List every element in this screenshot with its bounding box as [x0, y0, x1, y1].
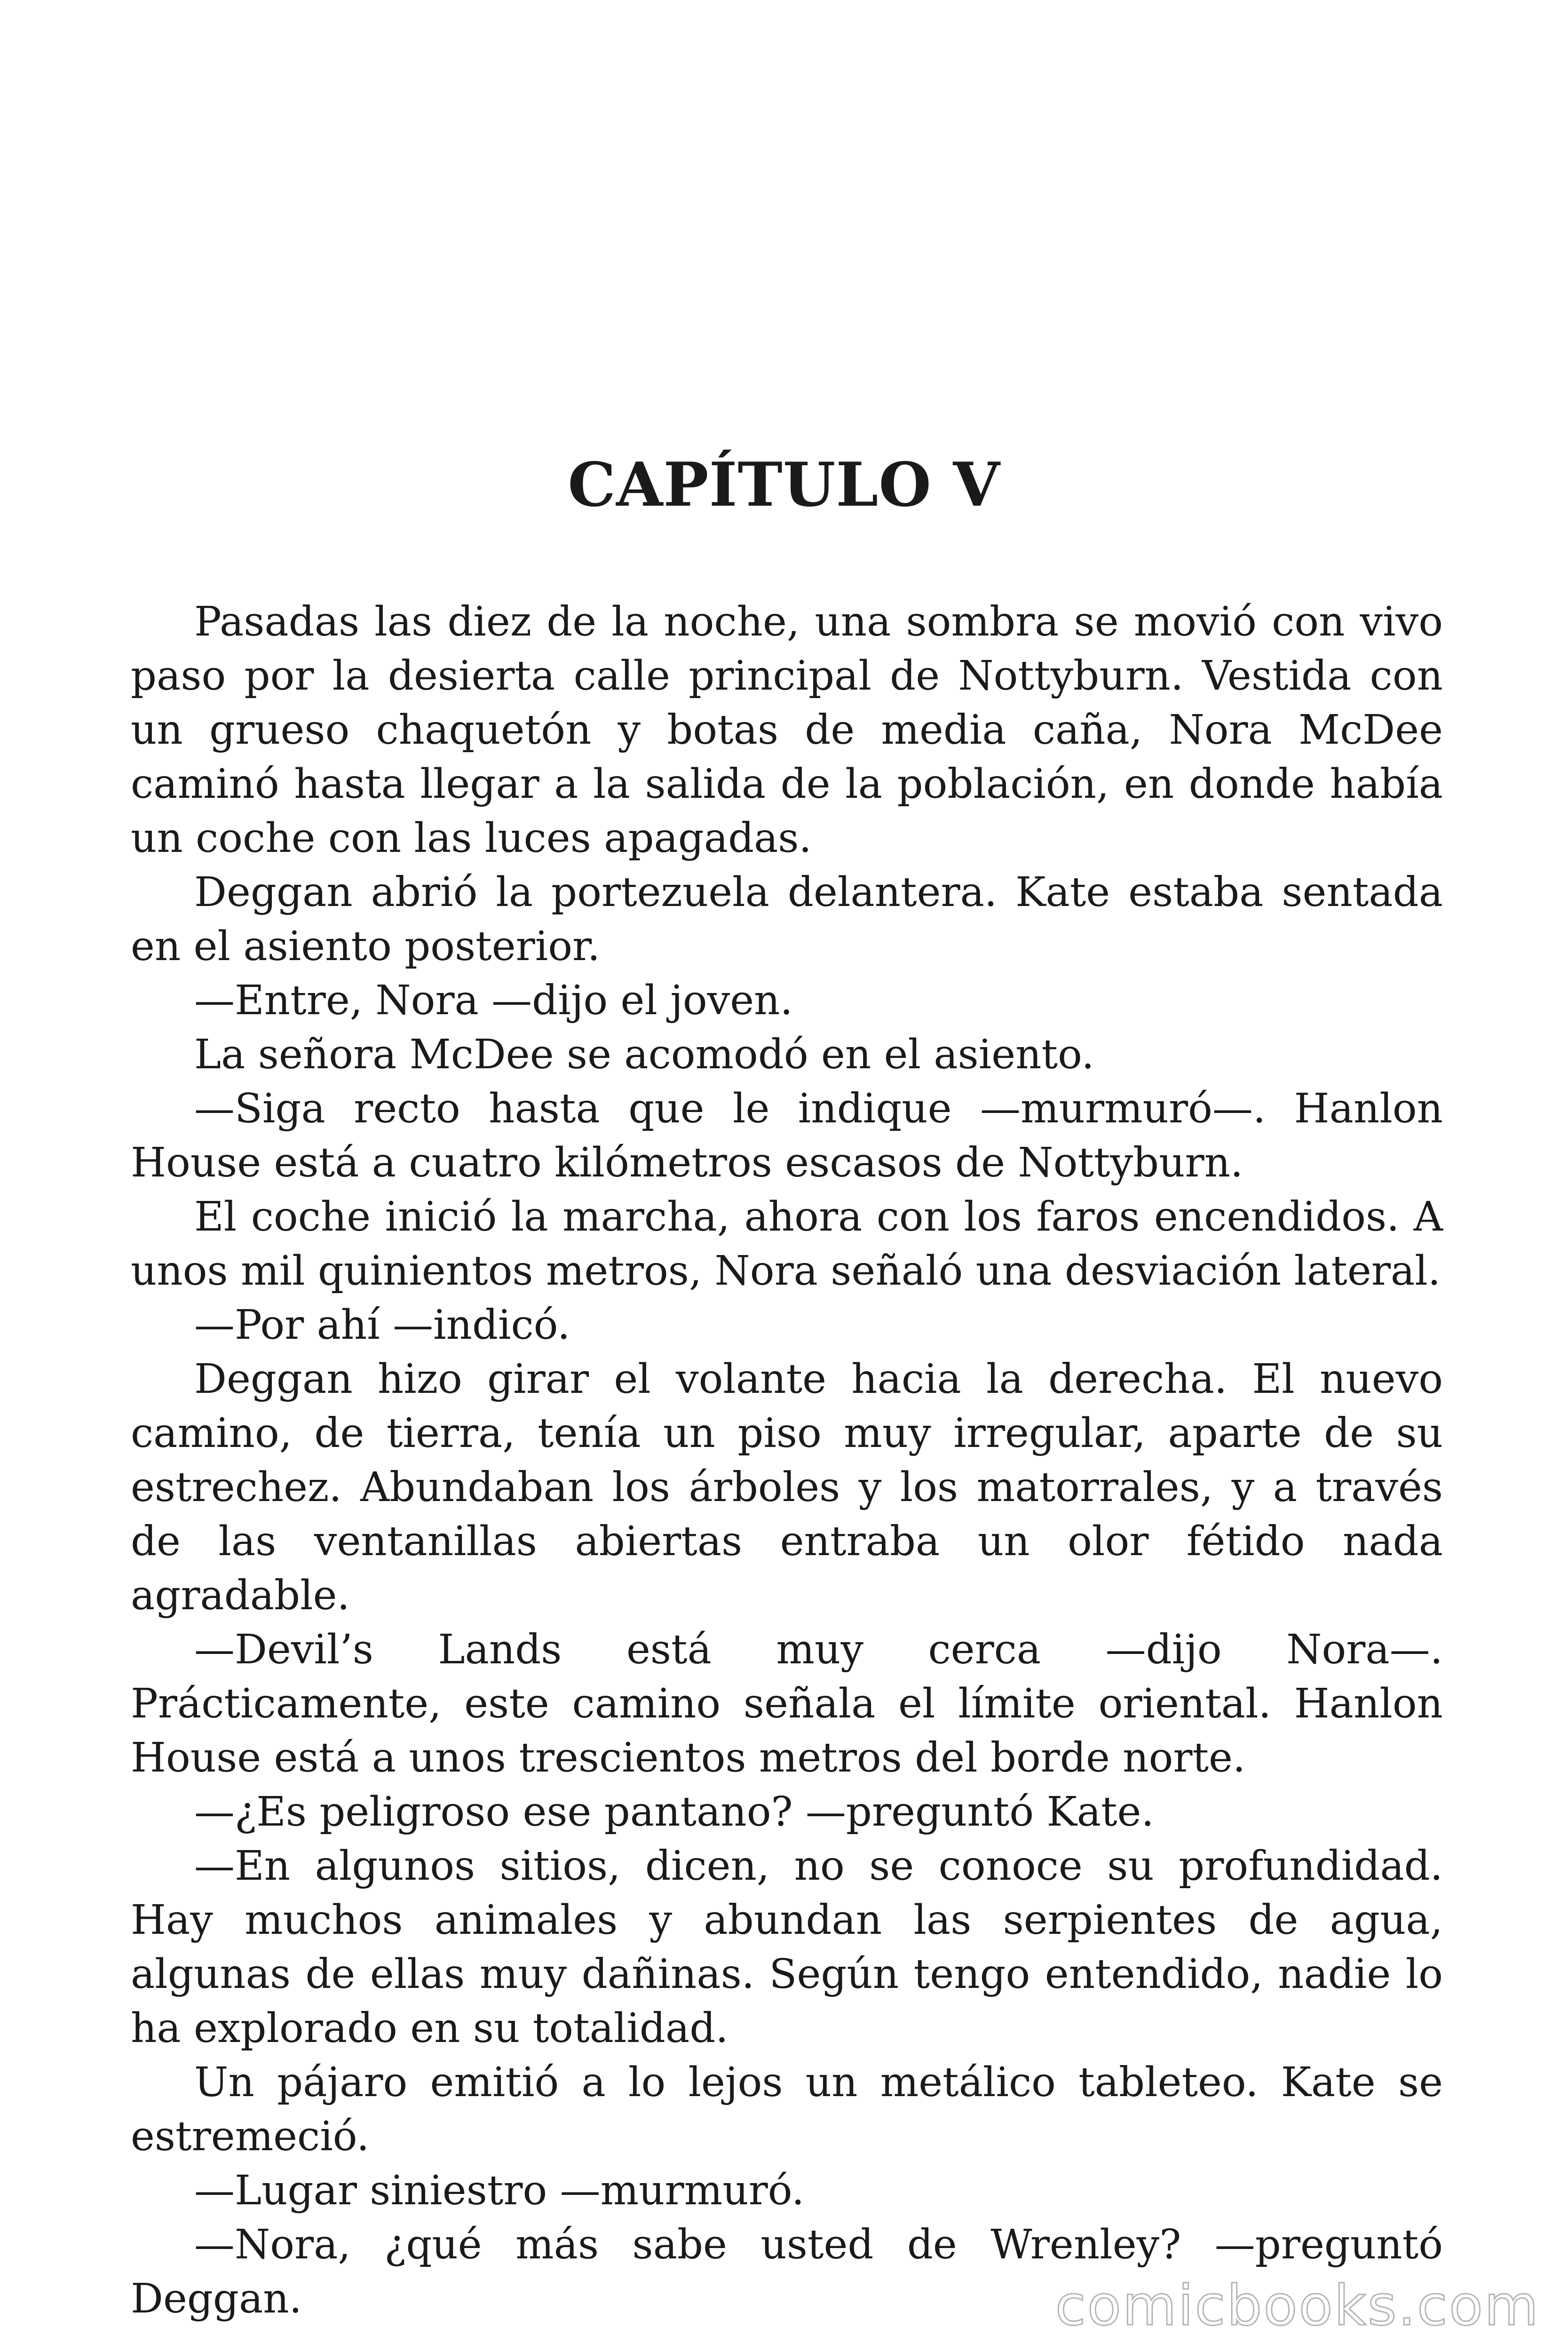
- watermark: comicbooks.com: [1055, 2273, 1540, 2338]
- paragraph: —Devil’s Lands está muy cerca —dijo Nora—. Prácticamente, este camino señala el límite oriental. Hanlon House está a unos trescientos metros del borde norte.: [131, 1626, 1443, 1781]
- paragraph: —Entre, Nora —dijo el joven.: [194, 977, 793, 1024]
- paragraph: —Por ahí —indicó.: [194, 1302, 570, 1349]
- paragraph: —¿Es peligroso ese pantano? —preguntó Kate.: [194, 1788, 1154, 1836]
- paragraph: El coche inició la marcha, ahora con los faros encendidos. A unos mil quinientos metros, Nora señaló una desviación lateral.: [131, 1193, 1443, 1295]
- paragraph: —Nora, ¿qué más sabe usted de Wrenley? —preguntó Deggan.: [131, 2221, 1443, 2322]
- paragraph: La señora McDee se acomodó en el asiento.: [194, 1031, 1094, 1078]
- paragraph: —Siga recto hasta que le indique —murmuró—. Hanlon House está a cuatro kilómetros escasos de Nottyburn.: [131, 1085, 1443, 1186]
- paragraph: Pasadas las diez de la noche, una sombra se movió con vivo paso por la desierta calle principal de Nottyburn. Vestida con un grueso chaquetón y botas de media caña, Nora McDee caminó hasta llegar a la salida de la población, en donde había un coche con las luces apagadas.: [131, 598, 1443, 862]
- paragraph: Deggan abrió la portezuela delantera. Kate estaba sentada en el asiento posterior.: [131, 869, 1443, 970]
- paragraph: Un pájaro emitió a lo lejos un metálico tableteo. Kate se estremeció.: [131, 2059, 1443, 2160]
- chapter-body: [131, 595, 1443, 2326]
- paragraph: —En algunos sitios, dicen, no se conoce su profundidad. Hay muchos animales y abundan las serpientes de agua, algunas de ellas muy dañinas. Según tengo entendido, nadie lo ha explorado en su totalidad.: [131, 1843, 1443, 2052]
- chapter-title: CAPÍTULO V: [568, 450, 1000, 520]
- paragraph: Deggan hizo girar el volante hacia la derecha. El nuevo camino, de tierra, tenía un piso muy irregular, aparte de su estrechez. Abundaban los árboles y los matorrales, y a través de las ventanillas abiertas entraba un olor fétido nada agradable.: [131, 1356, 1443, 1619]
- paragraph: —Lugar siniestro —murmuró.: [194, 2167, 805, 2214]
